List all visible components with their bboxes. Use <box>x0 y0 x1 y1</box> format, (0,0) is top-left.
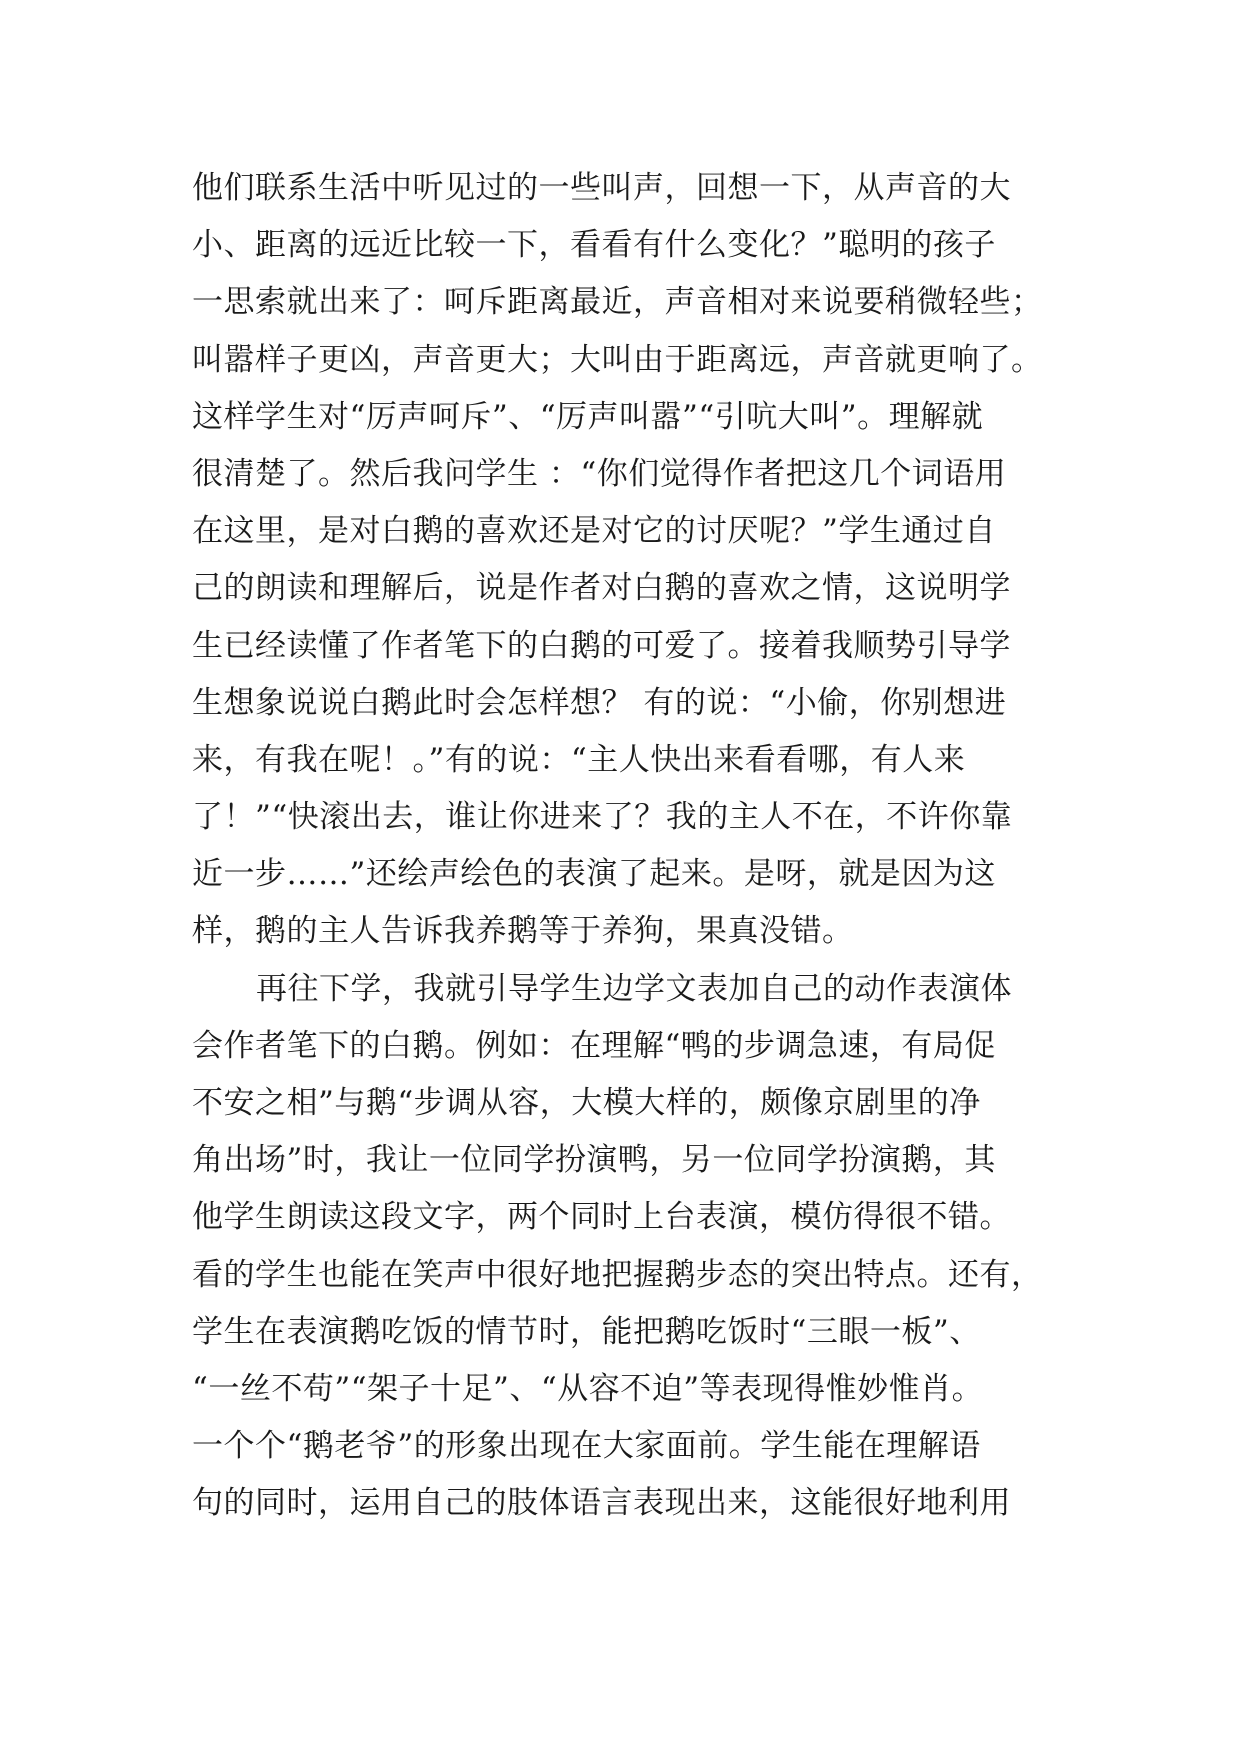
text-line: 不安之相”与鹅“步调从容，大模大样的，颇像京剧里的净 <box>192 1085 981 1121</box>
text-line: 看的学生也能在笑声中很好地把握鹅步态的突出特点。还有， <box>192 1256 1043 1293</box>
body-text <box>192 160 1072 1533</box>
text-line: 他学生朗读这段文字，两个同时上台表演，模仿得很不错。 <box>192 1199 1011 1236</box>
text-line: 他们联系生活中听见过的一些叫声，回想一下，从声音的大 <box>192 170 1011 206</box>
text-line: 学生在表演鹅吃饭的情节时，能把鹅吃饭时“三眼一板”、 <box>192 1313 981 1350</box>
text-line: 生已经读懂了作者笔下的白鹅的可爱了。接着我顺势引导学 <box>192 627 1011 664</box>
text-line: 来，有我在呢！。”有的说：“主人快出来看看哪，有人来 <box>192 741 966 778</box>
text-line: 角出场”时，我让一位同学扮演鸭，另一位同学扮演鹅，其 <box>192 1142 996 1179</box>
text-line: 叫嚣样子更凶，声音更大；大叫由于距离远，声音就更响了。 <box>192 341 1043 378</box>
text-line: 会作者笔下的白鹅。例如：在理解“鸭的步调急速，有局促 <box>192 1027 996 1064</box>
text-line: 己的朗读和理解后，说是作者对白鹅的喜欢之情，这说明学 <box>192 570 1011 607</box>
text-line: 近一步……”还绘声绘色的表演了起来。是呀，就是因为这 <box>192 856 996 893</box>
text-line: 一个个“鹅老爷”的形象出现在大家面前。学生能在理解语 <box>192 1428 981 1465</box>
text-line: 很清楚了。然后我问学生 ：“你们觉得作者把这几个词语用 <box>192 455 1007 492</box>
text-line: 样，鹅的主人告诉我养鹅等于养狗，果真没错。 <box>192 913 854 950</box>
text-line: “一丝不苟”“架子十足”、“从容不迫”等表现得惟妙惟肖。 <box>192 1370 984 1407</box>
text-line: 小、距离的远近比较一下，看看有什么变化？”聪明的孩子 <box>192 227 996 264</box>
text-line: 这样学生对“厉声呵斥”、“厉声叫嚣”“引吭大叫”。理解就 <box>192 398 984 435</box>
text-line: 一思索就出来了：呵斥距离最近，声音相对来说要稍微轻些； <box>192 284 1043 321</box>
text-line: 句的同时，运用自己的肢体语言表现出来，这能很好地利用 <box>192 1485 1011 1522</box>
paragraph-first-line: 再往下学，我就引导学生边学文表加自己的动作表演体 <box>256 970 1012 1007</box>
text-line: 生想象说说白鹅此时会怎样想？ 有的说：“小偷，你别想进 <box>192 684 1007 721</box>
text-line: 了！”“快滚出去，谁让你进来了？我的主人不在，不许你靠 <box>192 799 1013 836</box>
text-line: 在这里，是对白鹅的喜欢还是对它的讨厌呢？”学生通过自 <box>192 513 996 550</box>
